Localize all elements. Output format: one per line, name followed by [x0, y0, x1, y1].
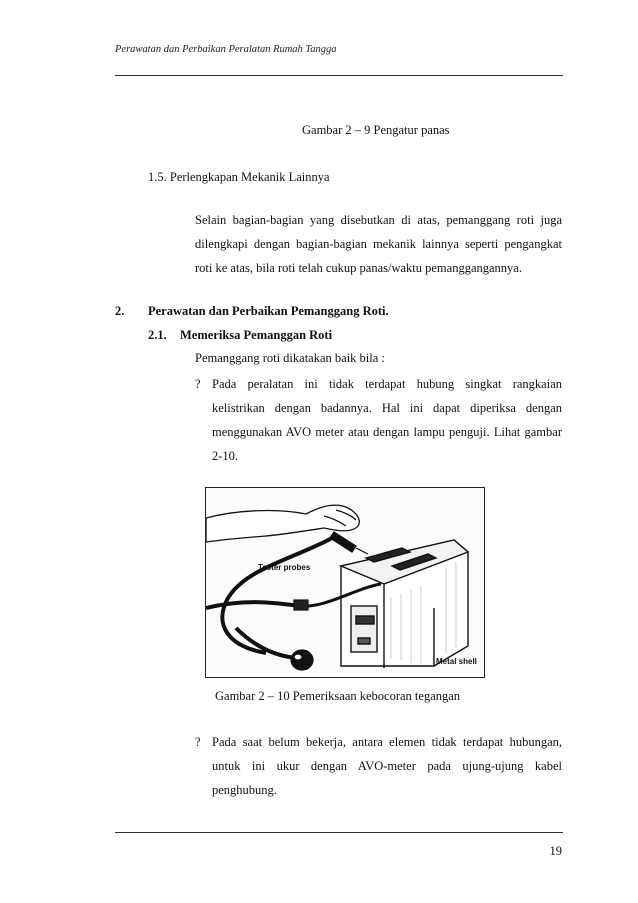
footer-rule [115, 832, 563, 833]
figure-2-10-caption: Gambar 2 – 10 Pemeriksaan kebocoran tegangan [215, 689, 461, 703]
bullet-2-marker: ? [195, 735, 201, 749]
bullet-1-line-3: menggunakan AVO meter atau dengan lampu penguji. Lihat gambar [212, 425, 562, 439]
bullet-1-line-4: 2-10. [212, 449, 239, 463]
section-2-title: Perawatan dan Perbaikan Pemanggang Roti. [148, 304, 389, 318]
figure-label-tester-probes: Tester probes [258, 563, 311, 572]
section-1-5-line-2: dilengkapi dengan bagian-bagian mekanik lainnya seperti pengangkat [195, 237, 562, 251]
figure-label-metal-shell: Metal shell [436, 657, 477, 666]
header-rule [115, 75, 563, 76]
figure-2-10-image [205, 487, 485, 678]
section-1-5-heading: 1.5. Perlengkapan Mekanik Lainnya [148, 170, 330, 184]
section-2-1-number: 2.1. [148, 328, 167, 342]
section-2-number: 2. [115, 304, 125, 318]
bullet-1-marker: ? [195, 377, 201, 391]
bullet-2-line-2: untuk ini ukur dengan AVO-meter pada ujung-ujung kabel [212, 759, 562, 773]
bullet-2-line-3: penghubung. [212, 783, 277, 797]
section-1-5-line-1: Selain bagian-bagian yang disebutkan di atas, pemanggang roti juga [195, 213, 562, 227]
section-2-1-intro: Pemanggang roti dikatakan baik bila : [195, 351, 385, 365]
bullet-1-line-1: Pada peralatan ini tidak terdapat hubung singkat rangkaian [212, 377, 562, 391]
figure-2-9-caption: Gambar 2 – 9 Pengatur panas [302, 123, 450, 137]
running-header: Perawatan dan Perbaikan Peralatan Rumah Tangga [115, 44, 337, 55]
toaster-probe-illustration [206, 488, 484, 677]
bullet-2-line-1: Pada saat belum bekerja, antara elemen tidak terdapat hubungan, [212, 735, 562, 749]
section-2-1-title: Memeriksa Pemanggan Roti [180, 328, 333, 342]
page-number: 19 [549, 844, 562, 858]
bullet-1-line-2: kelistrikan dengan badannya. Hal ini dapat diperiksa dengan [212, 401, 562, 415]
section-1-5-line-3: roti ke atas, bila roti telah cukup panas/waktu pemanggangannya. [195, 261, 522, 275]
